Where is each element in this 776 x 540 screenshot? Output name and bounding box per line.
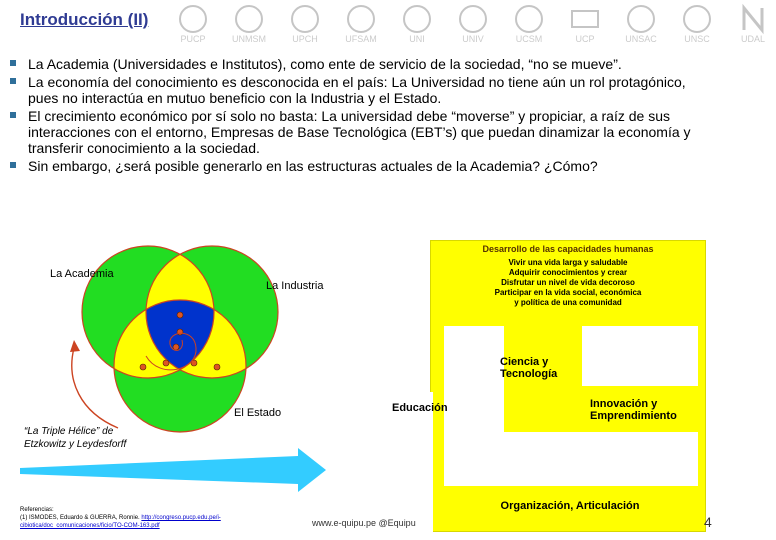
label-academia: La Academia — [50, 268, 114, 280]
university-logo: UCP — [562, 4, 608, 44]
university-logo: UNSAC — [618, 4, 664, 44]
bullet-list — [8, 56, 716, 176]
seal-icon — [682, 4, 712, 34]
university-logo: PUCP — [170, 4, 216, 44]
label-educacion: Educación — [392, 402, 448, 414]
progress-arrow — [20, 448, 326, 492]
label-ciencia-tecnologia: Ciencia y Tecnología — [500, 356, 558, 380]
bullet-square-icon — [10, 112, 16, 118]
label-innovacion: Innovación y Emprendimiento — [590, 398, 677, 422]
university-logo: UNSC — [674, 4, 720, 44]
label-industria: La Industria — [266, 280, 324, 292]
seal-icon — [402, 4, 432, 34]
diagram-item: Vivir una vida larga y saludable — [508, 258, 628, 267]
lower-white-panel — [444, 432, 698, 486]
bullet-item: El crecimiento económico por sí solo no basta: La universidad debe “moverse” y propiciar, a raíz de sus interacciones con el entorno, Empresas de Base Tecnológica (EBT’s) que puedan dinamizar la economía y transferir conocimiento a la sociedad. — [8, 108, 716, 156]
bullet-item: La Academia (Universidades e Institutos), como ente de servicio de la sociedad, “no se mueve”. — [8, 56, 716, 72]
seal-icon — [346, 4, 376, 34]
university-logo: UCSM — [506, 4, 552, 44]
header-band — [0, 0, 765, 52]
diagram-heading: Desarrollo de las capacidades humanas — [482, 244, 654, 254]
university-logo: UFSAM — [338, 4, 384, 44]
inner-white-panel-right — [582, 326, 698, 386]
page-number: 4 — [704, 514, 712, 530]
references-text: (1) ISMODES, Eduardo & GUERRA, Ronnie. — [20, 515, 140, 521]
seal-icon — [290, 4, 320, 34]
bullet-square-icon — [10, 60, 16, 66]
footer-url: www.e-quipu.pe @Equipu — [312, 518, 416, 528]
seal-icon — [626, 4, 656, 34]
university-logo: UPCH — [282, 4, 328, 44]
bullet-item: La economía del conocimiento es desconocida en el país: La Universidad no tiene aún un rol protagónico, pues no interactúa en mutuo beneficio con la Industria y el Estado. — [8, 74, 716, 106]
diagram-item: Adquirir conocimientos y crear — [508, 268, 628, 277]
seal-icon — [178, 4, 208, 34]
helix-arrowhead — [70, 340, 80, 352]
references-link[interactable]: http://congreso.pucp.edu.pe/i-cibiotica/doc_comunicaciones/ficio/TO-COM-163.pdf — [20, 515, 221, 529]
university-logos — [170, 4, 776, 44]
diagram-item: y política de una comunidad — [514, 298, 622, 307]
seal-icon — [738, 4, 768, 34]
seal-icon — [570, 4, 600, 34]
university-logo: UNI — [394, 4, 440, 44]
references-label: Referencias: — [20, 507, 54, 513]
university-logo: UDAL — [730, 4, 776, 44]
label-organizacion: Organización, Articulación — [500, 500, 640, 512]
university-logo: UNMSM — [226, 4, 272, 44]
references — [20, 506, 280, 530]
page-title: Introducción (II) — [20, 10, 149, 29]
bullet-square-icon — [10, 78, 16, 84]
label-estado: El Estado — [234, 407, 282, 419]
seal-icon — [514, 4, 544, 34]
diagram-item: Participar en la vida social, económica — [494, 288, 642, 297]
seal-icon — [458, 4, 488, 34]
bullet-square-icon — [10, 162, 16, 168]
university-logo: UNIV — [450, 4, 496, 44]
helix-caption: “La Triple Hélice” de Etzkowitz y Leydesforff — [24, 426, 127, 450]
bullet-item: Sin embargo, ¿será posible generarlo en las estructuras actuales de la Academia? ¿Cómo? — [8, 158, 716, 174]
diagram-item: Disfrutar un nivel de vida decoroso — [501, 278, 635, 287]
seal-icon — [234, 4, 264, 34]
